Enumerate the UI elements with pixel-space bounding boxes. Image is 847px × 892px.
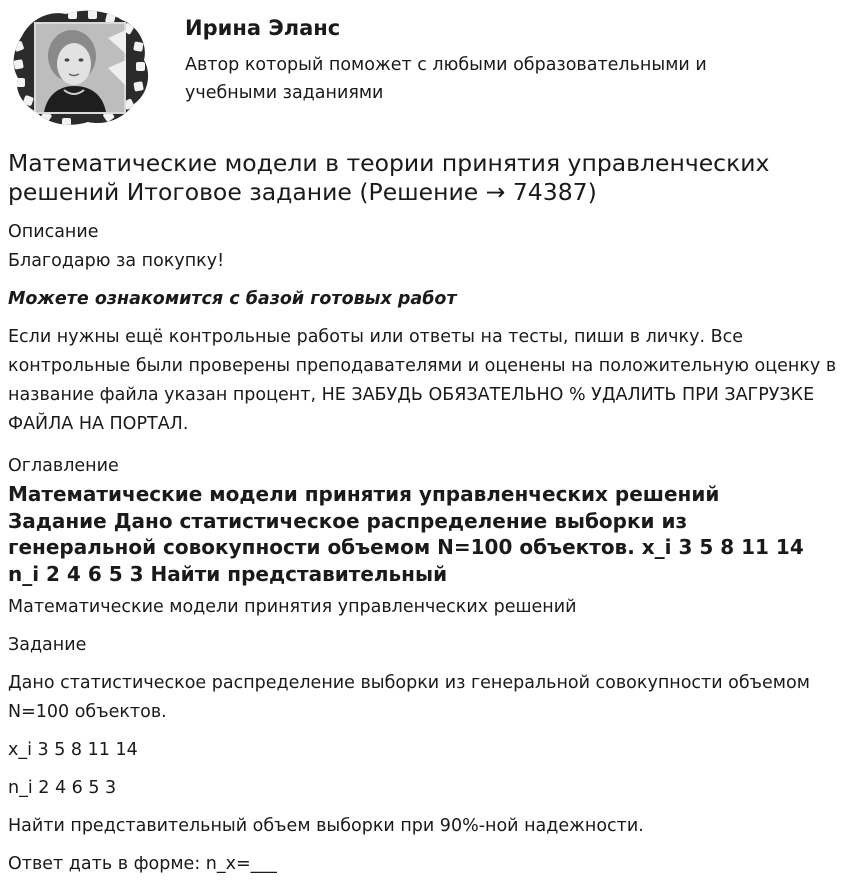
thanks-text: Благодарю за покупку!: [8, 251, 225, 271]
ready-works-link[interactable]: Можете ознакомится с базой готовых работ: [8, 289, 457, 309]
author-description: Автор который поможет с любыми образовательными и учебными заданиями: [185, 55, 707, 103]
task-question: Найти представительный объем выборки при 90%-ной надежности.: [8, 816, 644, 836]
course-name: Математические модели принятия управленческих решений: [8, 597, 577, 617]
toc-label: Оглавление: [8, 456, 119, 476]
author-card: [8, 0, 840, 140]
page-title: Математические модели в теории принятия управленческих решений Итоговое задание (Решение → 74387): [8, 149, 770, 206]
description-label: Описание: [8, 222, 99, 242]
info-paragraph: Если нужны ещё контрольные работы или ответы на тесты, пиши в личку. Все контрольные были проверены преподавателями и оценены на положительную оценку в название файла указан процент, НЕ ЗАБУДЬ ОБЯЗАТЕЛЬНО % УДАЛИТЬ ПРИ ЗАГРУЗКЕ ФАЙЛА НА ПОРТАЛ.: [8, 327, 837, 434]
toc-heading: Математические модели принятия управленческих решений Задание Дано статистическое распределение выборки из генеральной совокупности объемом N=100 объектов. x_i 3 5 8 11 14 n_i 2 4 6 5 3 Найти представительный: [8, 482, 804, 586]
author-name[interactable]: Ирина Эланс: [185, 16, 341, 40]
n-values-row: n_i 2 4 6 5 3: [8, 778, 117, 798]
answer-format: Ответ дать в форме: n_x=___: [8, 854, 277, 874]
x-values-row: x_i 3 5 8 11 14: [8, 740, 138, 760]
task-label: Задание: [8, 635, 87, 655]
author-avatar[interactable]: [8, 8, 152, 128]
document-page: [8, 0, 840, 879]
task-given: Дано статистическое распределение выборки из генеральной совокупности объемом N=100 объектов.: [8, 673, 810, 722]
